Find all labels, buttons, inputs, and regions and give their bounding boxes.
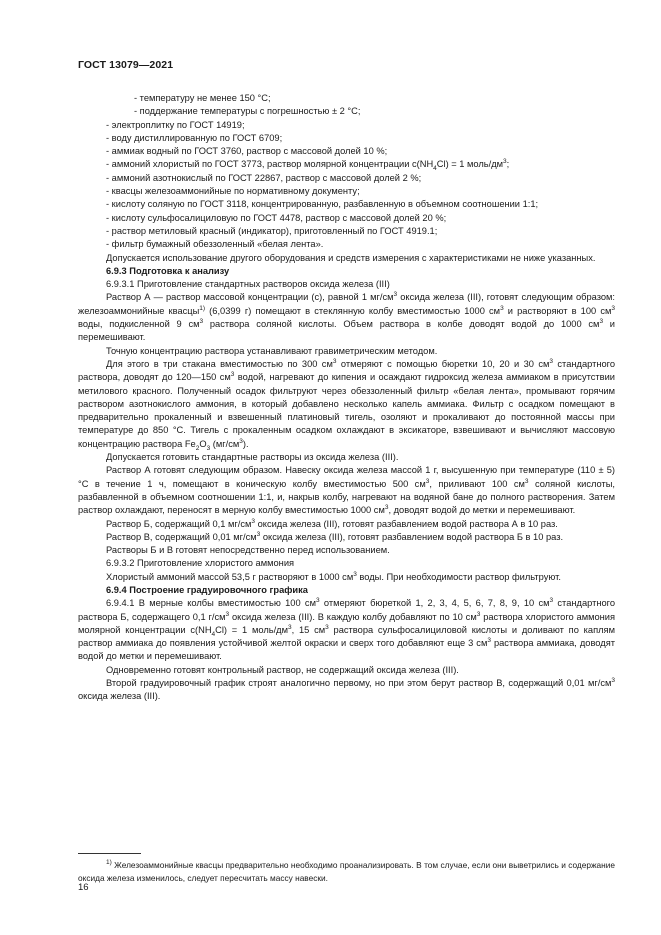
- list-item: - аммоний хлористый по ГОСТ 3773, раствор молярной концентрации $c(NH_4Cl) = 1$ моль/$дм^3$;: [106, 158, 510, 173]
- list-item: - фильтр бумажный обеззоленный «белая лента».: [106, 239, 324, 250]
- paragraph: Для этого в три стакана вместимостью по 300 $см^3$ отмеряют с помощью бюретки 10, 20 и 30 $см^3$ стандартного раствора, доводят до 120—150 $см^3$ водой, нагревают до кипения и осаждают гидроксид железа аммиаком в присутствии метилового красного. Полученный осадок фильтруют через обеззоленный фильтр «белая лента», промывают горячим раствором азотнокислого аммония, в который добавлено несколько капель аммиака. Фильтр с осадком помещают в предварительно прокаленный и взвешенный платиновый тигель, озоляют и прокаливают до постоянной массы при температуре до 850 °С. Тигель с прокаленным осадком охлаждают в эксикаторе, взвешивают и вычисляют массовую концентрацию раствора $Fe_2O_3$ $(мг/см^3)$.: [78, 357, 616, 452]
- document-body: [78, 92, 615, 704]
- paragraph: Одновременно готовят контрольный раствор, не содержащий оксида железа (III).: [106, 664, 459, 675]
- page-number: 16: [78, 882, 89, 893]
- list-item: - кислоту сульфосалициловую по ГОСТ 4478, раствор с массовой долей 20 %;: [106, 212, 447, 223]
- footnote: $^{1)}$ Железоаммонийные квасцы предварительно необходимо проанализировать. В том случае, если они выветрились и содержание оксида железа изменилось, следует пересчитать массу навески.: [78, 859, 615, 883]
- list-item: - аммоний азотнокислый по ГОСТ 22867, раствор с массовой долей 2 %;: [106, 172, 422, 183]
- paragraph: Точную концентрацию раствора устанавливают гравиметрическим методом.: [106, 345, 438, 356]
- footnote-ref: 1): [199, 304, 206, 312]
- document-header: ГОСТ 13079—2021: [78, 59, 174, 71]
- list-item: - аммиак водный по ГОСТ 3760, раствор с массовой долей 10 %;: [106, 146, 388, 157]
- list-item: - раствор метиловый красный (индикатор), приготовленный по ГОСТ 4919.1;: [106, 225, 438, 236]
- list-item: - кислоту соляную по ГОСТ 3118, концентрированную, разбавленную в объемном соотношении 1:1;: [106, 199, 539, 210]
- paragraph: Раствор В, содержащий 0,01 $мг/см^3$ оксида железа (III), готовят разбавлением водой раствора Б в 10 раз.: [106, 530, 564, 542]
- subsection-heading: 6.9.3.1 Приготовление стандартных растворов оксида железа (III): [106, 279, 390, 290]
- paragraph: 6.9.4.1 В мерные колбы вместимостью 100 $см^3$ отмеряют бюреткой 1, 2, 3, 4, 5, 6, 7, 8, 9, 10 $см^3$ стандартного раствора Б, содержащего 0,1 $г/см^3$ оксида железа (III). В каждую колбу добавляют по 10 $см^3$ раствора хлористого аммония молярной концентрации $c(NH_4Cl) = 1$ моль/$дм^3$, 15 $см^3$ раствора сульфосалициловой кислоты и доливают по каплям раствор аммиака до появления устойчивой желтой окраски и сверх того добавляют еще 3 $см^3$ раствора аммиака, доводят водой до метки и перемешивают.: [78, 597, 616, 662]
- subsection-heading: 6.9.3.2 Приготовление хлористого аммония: [106, 558, 295, 569]
- paragraph: Раствор А готовят следующим образом. Навеску оксида железа массой 1 г, высушенную при температуре (110 ± 5) °С в течение 1 ч, помещают в коническую колбу вместимостью 500 $см^3$, приливают 100 $см^3$ соляной кислоты, разбавленной в объемном соотношении 1:1, и, накрыв колбу, нагревают на водяной бане до полного растворения. Затем раствор охлаждают, переносят в мерную колбу вместимостью 1000 $см^3$, доводят водой до метки и перемешивают.: [78, 465, 615, 516]
- paragraph: Допускается готовить стандартные растворы из оксида железа (III).: [106, 452, 399, 463]
- paragraph: Второй градуировочный график строят аналогично первому, но при этом берут раствор В, содержащий 0,01 $мг/см^3$ оксида железа (III).: [78, 676, 615, 702]
- list-item: - электроплитку по ГОСТ 14919;: [106, 119, 245, 130]
- section-heading: 6.9.4 Построение градуировочного графика: [106, 584, 308, 595]
- paragraph: Растворы Б и В готовят непосредственно перед использованием.: [106, 545, 390, 556]
- footnote-separator: [78, 853, 141, 854]
- section-heading: 6.9.3 Подготовка к анализу: [106, 265, 230, 276]
- paragraph: Раствор А — раствор массовой концентрации (c), равной 1 $мг/см^3$ оксида железа (III), готовят следующим образом: железоаммонийные квасцы$^{1)}$ (6,0399 г) помещают в стеклянную колбу вместимостью 1000 $см^3$ и растворяют в 100 $см^3$ воды, подкисленной 9 $см^3$ раствора соляной кислоты. Объем раствора в колбе доводят водой до 1000 $см^3$ и перемешивают.: [78, 291, 616, 343]
- list-item: - квасцы железоаммонийные по нормативному документу;: [106, 186, 360, 197]
- paragraph: Хлористый аммоний массой 53,5 г растворяют в 1000 $см^3$ воды. При необходимости раствор фильтруют.: [106, 570, 561, 582]
- list-item: - воду дистиллированную по ГОСТ 6709;: [106, 132, 283, 143]
- list-item: - температуру не менее 150 °С;: [134, 93, 271, 103]
- list-item: - поддержание температуры с погрешностью ± 2 °С;: [134, 106, 361, 117]
- footnote-mark: 1): [106, 859, 112, 867]
- paragraph: Допускается использование другого оборудования и средств измерения с характеристиками не ниже указанных.: [106, 252, 596, 263]
- paragraph: Раствор Б, содержащий 0,1 $мг/см^3$ оксида железа (III), готовят разбавлением водой раствора А в 10 раз.: [106, 517, 558, 529]
